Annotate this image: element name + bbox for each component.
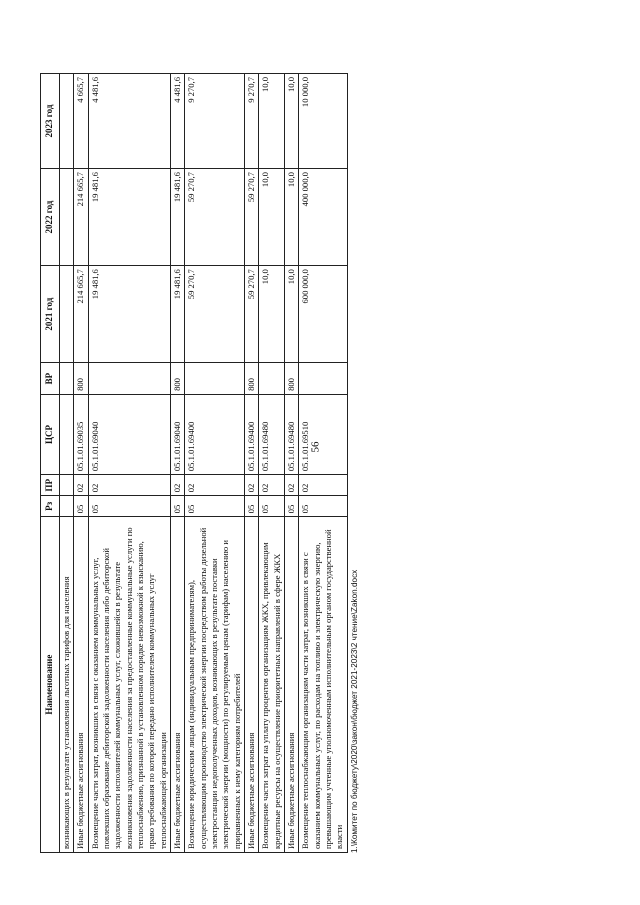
cell-vr: 800 [245,363,259,395]
header-2021: 2021 год [41,266,60,363]
page-number: 56 [309,441,322,453]
cell-csr: 05.1.01.69480 [285,394,299,474]
cell-name: Возмещение части затрат на уплату процентов организациям ЖКХ, привлекающим кредитные ресурсы на осуществление приоритетных направлений в сфере ЖКХ [259,517,285,853]
cell-vr: 800 [170,363,184,395]
header-2022: 2022 год [41,169,60,266]
cell-vr: 800 [285,363,299,395]
cell-pr: 02 [245,475,259,496]
cell-pr: 02 [88,475,170,496]
table-row [285,74,299,853]
file-path-footer: 1.\Комитет по бюджету\2020\закон\бюджет 2021-2023\2 чтение\Zakon.docx [349,569,359,853]
cell-2021: 10,0 [285,266,299,363]
table-row [88,74,170,853]
cell-2021: 19 481,6 [170,266,184,363]
cell-2023 [59,74,73,169]
cell-2022: 19 481,6 [170,169,184,266]
cell-name: Иные бюджетные ассигнования [170,517,184,853]
cell-name: Возмещение теплоснабжающим организациям части затрат, возникших в связи с оказанием коммунальных услуг, по расходам на топливо и электрическую энергию, превышающим учтенные уполномоченным исполнительным органом государственной власти [299,517,347,853]
table-row [170,74,184,853]
document-sheet [40,73,600,853]
cell-2021: 214 665,7 [74,266,88,363]
cell-rz: 05 [74,496,88,517]
cell-rz: 05 [299,496,347,517]
cell-2023: 10,0 [285,74,299,169]
cell-2022: 10,0 [285,169,299,266]
table-row [259,74,285,853]
header-name: Наименование [41,517,60,853]
cell-2021: 10,0 [259,266,285,363]
cell-2022: 10,0 [259,169,285,266]
cell-2021: 19 481,6 [88,266,170,363]
table-row [74,74,88,853]
cell-vr [59,363,73,395]
cell-rz: 05 [245,496,259,517]
cell-name: Иные бюджетные ассигнования [285,517,299,853]
table-header-row [41,74,60,853]
cell-name: Возмещение части затрат, возникших в связи с оказанием коммунальных услуг, повлекших образование дебиторской задолженности населения либо дебиторской задолженности исполнителей коммунальных услуг, сложившейся в результате возникновения задолженности населения за предоставленные коммунальные услуги по теплоснабжению, признанной в установленном порядке невозможной к взысканию, право требования по которой передано исполнителем коммунальных услуг теплоснабжающей организации [88,517,170,853]
cell-rz: 05 [170,496,184,517]
cell-csr: 05.1.01.69040 [170,394,184,474]
cell-2022 [59,169,73,266]
header-csr: ЦСР [41,394,60,474]
header-vr: ВР [41,363,60,395]
cell-2023: 4 665,7 [74,74,88,169]
cell-2022: 214 665,7 [74,169,88,266]
cell-vr [259,363,285,395]
cell-2023: 9 270,7 [185,74,245,169]
cell-name: Иные бюджетные ассигнования [74,517,88,853]
cell-vr [88,363,170,395]
cell-rz: 05 [285,496,299,517]
budget-table [40,73,348,853]
table-row [299,74,347,853]
cell-rz: 05 [185,496,245,517]
table-row [59,74,73,853]
cell-2021: 59 270,7 [245,266,259,363]
cell-pr: 02 [259,475,285,496]
cell-2023: 9 270,7 [245,74,259,169]
cell-2021: 600 000,0 [299,266,347,363]
cell-name: Возмещение юридическим лицам (индивидуальным предпринимателям), осуществляющим производство электрической энергии посредством работы дизельной электростанции недополученных доходов, возникающих в результате поставки электрической энергии (мощности) по регулируемым ценам (тарифам) населению и приравненных к нему категориям потребителей [185,517,245,853]
cell-csr: 05.1.01.69040 [88,394,170,474]
cell-name: Иные бюджетные ассигнования [245,517,259,853]
table-row [245,74,259,853]
cell-rz: 05 [259,496,285,517]
header-pr: ПР [41,475,60,496]
cell-csr: 05.1.01.69400 [185,394,245,474]
cell-pr: 02 [74,475,88,496]
cell-vr: 800 [74,363,88,395]
cell-2022: 19 481,6 [88,169,170,266]
cell-2023: 10,0 [259,74,285,169]
cell-2022: 400 000,0 [299,169,347,266]
table-row [185,74,245,853]
cell-2023: 4 481,6 [170,74,184,169]
cell-rz: 05 [88,496,170,517]
cell-pr: 02 [170,475,184,496]
cell-csr: 05.1.01.69480 [259,394,285,474]
cell-vr [299,363,347,395]
cell-2021 [59,266,73,363]
cell-2023: 10 000,0 [299,74,347,169]
cell-2023: 4 481,6 [88,74,170,169]
cell-csr: 05.1.01.69510 [299,394,347,474]
cell-pr: 02 [299,475,347,496]
cell-2022: 59 270,7 [185,169,245,266]
header-2023: 2023 год [41,74,60,169]
cell-vr [185,363,245,395]
cell-csr: 05.1.01.69400 [245,394,259,474]
cell-pr: 02 [285,475,299,496]
cell-2022: 59 270,7 [245,169,259,266]
cell-csr [59,394,73,474]
cell-2021: 59 270,7 [185,266,245,363]
cell-pr: 02 [185,475,245,496]
cell-rz [59,496,73,517]
cell-csr: 05.1.01.69035 [74,394,88,474]
cell-name: возникающих в результате установления льготных тарифов для населения [59,517,73,853]
header-rz: Рз [41,496,60,517]
cell-pr [59,475,73,496]
